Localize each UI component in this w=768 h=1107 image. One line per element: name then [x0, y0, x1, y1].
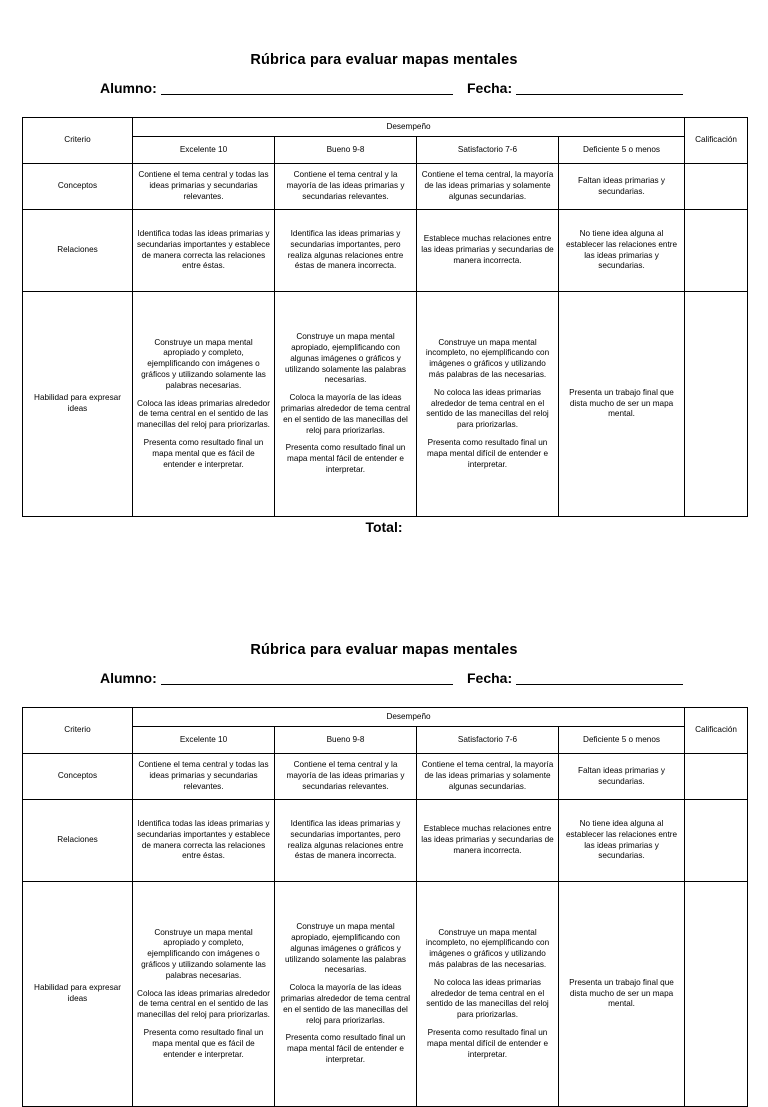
descriptor-text: Contiene el tema central, la mayoría de las ideas primarias y solamente algunas secundarias. [421, 170, 554, 201]
descriptor-cell [275, 800, 417, 882]
criterio-cell: Habilidad para expresar ideas [23, 882, 133, 1107]
descriptor-text: No coloca las ideas primarias alrededor de tema central en el sentido de las manecillas del reloj para priorizarlas. [426, 977, 549, 1020]
fecha-blank-line [516, 94, 683, 95]
descriptor-cell [417, 292, 559, 517]
header-level: Excelente 10 [133, 137, 275, 164]
header-level: Deficiente 5 o menos [559, 137, 685, 164]
descriptor-cell [559, 800, 685, 882]
descriptor-text: Faltan ideas primarias y secundarias. [578, 765, 665, 786]
descriptor-text: Construye un mapa mental incompleto, no ejemplificando con imágenes o gráficos y utilizando más palabras de las necesarias. [425, 927, 550, 969]
calificacion-cell[interactable] [685, 292, 748, 517]
header-criterio: Criterio [23, 708, 133, 754]
header-level: Satisfactorio 7-6 [417, 137, 559, 164]
descriptor-cell [559, 164, 685, 210]
descriptor-cell [559, 292, 685, 517]
header-desempeno: Desempeño [133, 708, 685, 727]
table-row [23, 754, 748, 800]
header-calificacion: Calificación [685, 708, 748, 754]
descriptor-text: Construye un mapa mental apropiado, ejemplificando con algunas imágenes o gráficos y utilizando solamente las palabras necesarias. [284, 922, 407, 975]
rubric-copy-2 [0, 590, 768, 1064]
descriptor-cell [133, 882, 275, 1107]
descriptor-text: Contiene el tema central, la mayoría de las ideas primarias y solamente algunas secundarias. [421, 760, 554, 791]
descriptor-text: Identifica todas las ideas primarias y secundarias importantes y establece de manera correcta las relaciones entre éstas. [137, 818, 270, 861]
descriptor-text: Identifica las ideas primarias y secundarias importantes, pero realiza algunas relaciones entre éstas de manera incorrecta. [287, 228, 404, 271]
alumno-field [100, 80, 453, 96]
alumno-blank-line [161, 94, 453, 95]
criterio-cell: Conceptos [23, 754, 133, 800]
fecha-field [467, 670, 683, 686]
descriptor-text: Presenta como resultado final un mapa mental que es fácil de entender e interpretar. [143, 1027, 264, 1059]
descriptor-cell [275, 164, 417, 210]
descriptor-text: Contiene el tema central y todas las ideas primarias y secundarias relevantes. [138, 170, 269, 201]
descriptor-text: Presenta como resultado final un mapa mental fácil de entender e interpretar. [285, 1033, 406, 1064]
header-level: Deficiente 5 o menos [559, 727, 685, 754]
descriptor-cell [417, 210, 559, 292]
descriptor-cell [417, 800, 559, 882]
alumno-label: Alumno: [100, 80, 157, 96]
table-row [23, 292, 748, 517]
descriptor-cell [275, 882, 417, 1107]
calificacion-cell[interactable] [685, 210, 748, 292]
descriptor-text: Construye un mapa mental incompleto, no ejemplificando con imágenes o gráficos y utilizando más palabras de las necesarias. [425, 337, 550, 379]
descriptor-text: Identifica todas las ideas primarias y secundarias importantes y establece de manera correcta las relaciones entre éstas. [137, 228, 270, 271]
descriptor-cell [275, 292, 417, 517]
descriptor-text: Presenta como resultado final un mapa mental difícil de entender e interpretar. [426, 437, 549, 469]
fecha-label: Fecha: [467, 670, 513, 686]
header-desempeno: Desempeño [133, 118, 685, 137]
descriptor-cell [559, 754, 685, 800]
alumno-label: Alumno: [100, 670, 157, 686]
descriptor-text: No tiene idea alguna al establecer las relaciones entre las ideas primarias y secundarias. [565, 818, 678, 861]
header-level: Excelente 10 [133, 727, 275, 754]
descriptor-text: Establece muchas relaciones entre las ideas primarias y secundarias de manera incorrecta. [421, 824, 554, 855]
descriptor-text: Construye un mapa mental apropiado y completo, ejemplificando con imágenes o gráficos y utilizando solamente las palabras necesarias. [141, 337, 266, 390]
descriptor-cell [275, 754, 417, 800]
descriptor-cell [559, 882, 685, 1107]
descriptor-cell [417, 164, 559, 210]
descriptor-text: Establece muchas relaciones entre las ideas primarias y secundarias de manera incorrecta. [421, 234, 554, 265]
descriptor-cell [133, 210, 275, 292]
descriptor-text: Presenta un trabajo final que dista mucho de ser un mapa mental. [569, 977, 674, 1009]
calificacion-cell[interactable] [685, 800, 748, 882]
table-row [23, 210, 748, 292]
table-row [23, 882, 748, 1107]
descriptor-text: Identifica las ideas primarias y secundarias importantes, pero realiza algunas relaciones entre éstas de manera incorrecta. [287, 818, 404, 861]
descriptor-text: Presenta como resultado final un mapa mental fácil de entender e interpretar. [285, 443, 406, 474]
descriptor-text: Construye un mapa mental apropiado, ejemplificando con algunas imágenes o gráficos y utilizando solamente las palabras necesarias. [284, 332, 407, 385]
descriptor-cell [133, 292, 275, 517]
descriptor-cell [417, 882, 559, 1107]
descriptor-text: Presenta como resultado final un mapa mental difícil de entender e interpretar. [426, 1027, 549, 1059]
descriptor-text: No tiene idea alguna al establecer las relaciones entre las ideas primarias y secundarias. [565, 228, 678, 271]
calificacion-cell[interactable] [685, 164, 748, 210]
criterio-cell: Habilidad para expresar ideas [23, 292, 133, 517]
fecha-field [467, 80, 683, 96]
alumno-blank-line [161, 684, 453, 685]
calificacion-cell[interactable] [685, 754, 748, 800]
descriptor-cell [133, 754, 275, 800]
fecha-blank-line [516, 684, 683, 685]
descriptor-text: Coloca la mayoría de las ideas primarias alrededor de tema central en el sentido de las manecillas del reloj para priorizarlas. [280, 983, 411, 1025]
descriptor-text: Coloca la mayoría de las ideas primarias alrededor de tema central en el sentido de las manecillas del reloj para priorizarlas. [280, 393, 411, 435]
criterio-cell: Relaciones [23, 210, 133, 292]
criterio-cell: Conceptos [23, 164, 133, 210]
page-title: Rúbrica para evaluar mapas mentales [250, 642, 518, 658]
descriptor-text: No coloca las ideas primarias alrededor de tema central en el sentido de las manecillas del reloj para priorizarlas. [426, 387, 549, 430]
fecha-label: Fecha: [467, 80, 513, 96]
descriptor-text: Coloca las ideas primarias alrededor de tema central en el sentido de las manecillas del reloj para priorizarlas. [137, 398, 270, 430]
descriptor-text: Contiene el tema central y la mayoría de las ideas primarias y secundarias relevantes. [286, 170, 405, 201]
descriptor-text: Presenta un trabajo final que dista mucho de ser un mapa mental. [569, 387, 674, 419]
rubric-table [22, 707, 748, 1107]
descriptor-text: Faltan ideas primarias y secundarias. [578, 175, 665, 196]
header-calificacion: Calificación [685, 118, 748, 164]
descriptor-text: Contiene el tema central y la mayoría de las ideas primarias y secundarias relevantes. [286, 760, 405, 791]
header-level: Bueno 9-8 [275, 727, 417, 754]
criterio-cell: Relaciones [23, 800, 133, 882]
alumno-field [100, 670, 453, 686]
header-level: Bueno 9-8 [275, 137, 417, 164]
descriptor-text: Coloca las ideas primarias alrededor de tema central en el sentido de las manecillas del reloj para priorizarlas. [137, 988, 270, 1020]
descriptor-text: Presenta como resultado final un mapa mental que es fácil de entender e interpretar. [143, 437, 264, 469]
descriptor-cell [133, 164, 275, 210]
header-level: Satisfactorio 7-6 [417, 727, 559, 754]
table-row [23, 164, 748, 210]
descriptor-cell [417, 754, 559, 800]
descriptor-cell [559, 210, 685, 292]
descriptor-cell [133, 800, 275, 882]
header-criterio: Criterio [23, 118, 133, 164]
table-row [23, 800, 748, 882]
descriptor-text: Contiene el tema central y todas las ideas primarias y secundarias relevantes. [138, 760, 269, 791]
total-label: Total: [365, 519, 403, 535]
descriptor-text: Construye un mapa mental apropiado y completo, ejemplificando con imágenes o gráficos y utilizando solamente las palabras necesarias. [141, 927, 266, 980]
page-title: Rúbrica para evaluar mapas mentales [250, 52, 518, 68]
rubric-table [22, 117, 748, 517]
descriptor-cell [275, 210, 417, 292]
calificacion-cell[interactable] [685, 882, 748, 1107]
